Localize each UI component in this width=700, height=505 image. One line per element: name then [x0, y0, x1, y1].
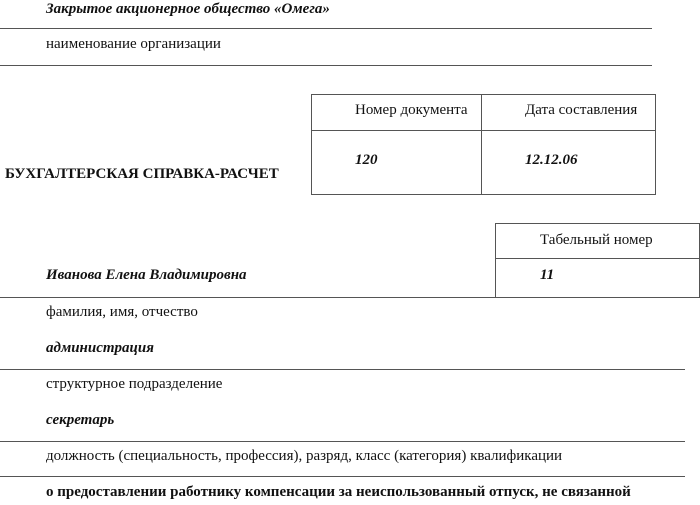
divider — [481, 94, 482, 195]
divider — [0, 297, 495, 298]
employee-full-name: Иванова Елена Владимировна — [46, 267, 247, 283]
divider — [0, 65, 652, 66]
divider — [0, 28, 652, 29]
organization-name: Закрытое акционерное общество «Омега» — [46, 1, 330, 17]
document-purpose: о предоставлении работнику компенсации за неиспользованный отпуск, не связанной — [46, 484, 631, 500]
employee-position: секретарь — [46, 412, 115, 428]
employee-department: администрация — [46, 340, 154, 356]
document-number-header: Номер документа — [355, 102, 468, 118]
divider — [0, 441, 685, 442]
divider — [311, 130, 656, 131]
divider — [495, 258, 700, 259]
tab-number-value: 11 — [540, 267, 555, 283]
employee-department-caption: структурное подразделение — [46, 376, 223, 392]
document-title: БУХГАЛТЕРСКАЯ СПРАВКА-РАСЧЕТ — [5, 166, 279, 182]
organization-caption: наименование организации — [46, 36, 221, 52]
divider — [0, 476, 685, 477]
document-date-value: 12.12.06 — [525, 152, 578, 168]
document-number-value: 120 — [355, 152, 378, 168]
employee-full-name-caption: фамилия, имя, отчество — [46, 304, 198, 320]
tab-number-header: Табельный номер — [540, 232, 653, 248]
document-date-header: Дата составления — [525, 102, 638, 118]
employee-position-caption: должность (специальность, профессия), разряд, класс (категория) квалификации — [46, 448, 563, 464]
divider — [0, 369, 685, 370]
